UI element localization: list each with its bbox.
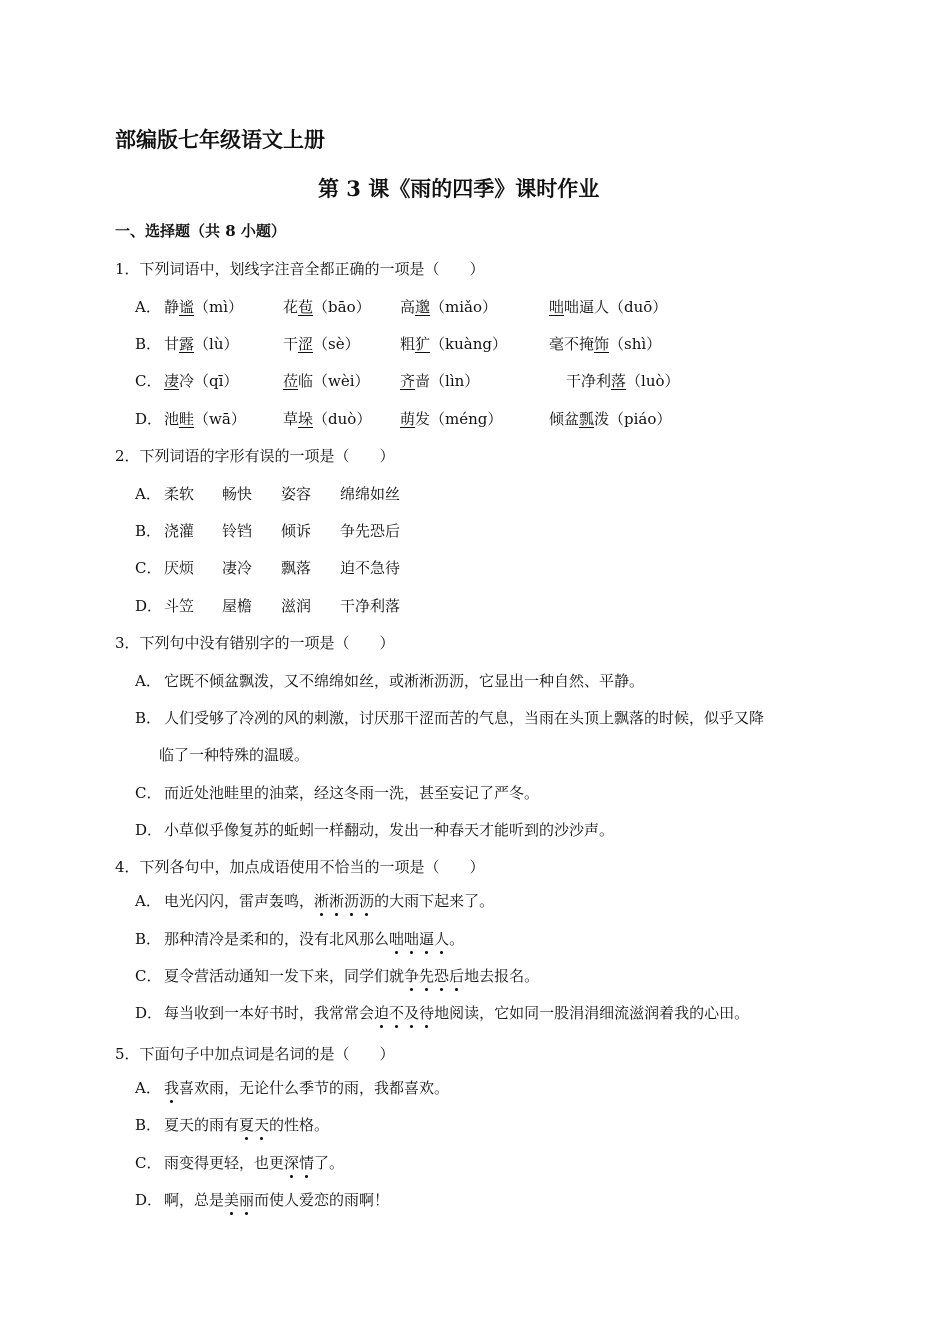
option-label: B． — [135, 709, 162, 727]
sentence-text: 地阅读，它如同一股涓涓细流滋润着我的心田。 — [434, 1004, 750, 1022]
underlined-char: 露 — [179, 335, 195, 353]
option-text — [164, 1003, 749, 1023]
emphasis-dot-char: 争 — [404, 967, 420, 985]
emphasized-phrase — [284, 1154, 314, 1172]
word-item: 浇灌 — [164, 522, 195, 540]
sentence-text: 了。 — [314, 1154, 345, 1172]
emphasized-phrase — [239, 1116, 269, 1134]
emphasis-dot-char: 丽 — [239, 1191, 255, 1209]
word-item: 迫不急待 — [340, 559, 401, 577]
option-text — [164, 966, 539, 986]
option-label: A． — [135, 672, 161, 690]
emphasis-dot-char: 逼 — [419, 930, 435, 948]
pinyin-item — [283, 371, 370, 391]
word-item: 姿容 — [281, 485, 312, 503]
sentence-text: 雨变得更轻，也更 — [164, 1154, 285, 1172]
word-text: 高 — [400, 298, 416, 316]
underlined-char: 瓢 — [579, 410, 595, 428]
emphasis-dot-char: 沥 — [359, 892, 375, 910]
question-4-stem: 4．下列各句中，加点成语使用不恰当的一项是（ ） — [115, 858, 485, 876]
option-label: B． — [135, 1116, 162, 1134]
underlined-char: 咄 — [549, 298, 565, 316]
underlined-char: 饰 — [594, 335, 610, 353]
emphasis-dot-char: 美 — [224, 1191, 240, 1209]
emphasis-dot-char: 不 — [389, 1004, 405, 1022]
sentence-text: 的性格。 — [269, 1116, 330, 1134]
sentence-text: 那种清冷是柔和的，没有北风那么 — [164, 930, 390, 948]
emphasized-phrase — [389, 930, 449, 948]
word-text: 花 — [283, 298, 299, 316]
option-label: D． — [135, 410, 163, 428]
option-text: 人们受够了冷冽的风的刺激，讨厌那干涩而苦的气息，当雨在头顶上飘落的时候，似乎又降 — [164, 709, 765, 727]
emphasis-dot-char: 迫 — [374, 1004, 390, 1022]
sentence-text: 夏令营活动通知一发下来，同学们就 — [164, 967, 405, 985]
word-text: 静 — [164, 298, 180, 316]
emphasis-dot-char: 咄 — [404, 930, 420, 948]
word-item: 斗笠 — [164, 597, 195, 615]
option-text — [164, 1078, 449, 1098]
option-label: A． — [135, 485, 161, 503]
word-text: 毫不掩 — [549, 335, 595, 353]
word-text: 冷（qī） — [179, 372, 239, 390]
option-text — [164, 929, 464, 949]
word-text: 池 — [164, 410, 180, 428]
emphasis-dot-char: 人 — [434, 930, 450, 948]
question-5-stem: 5．下面句子中加点词是名词的是（ ） — [115, 1045, 395, 1063]
pinyin-item — [400, 297, 497, 317]
option-text — [164, 1115, 329, 1135]
section-heading: 一、选择题（共 8 小题） — [115, 222, 286, 240]
option-label: A． — [135, 1079, 161, 1097]
word-item: 飘落 — [281, 559, 312, 577]
emphasis-dot-char: 淅 — [314, 892, 330, 910]
option-label: D． — [135, 1191, 163, 1209]
underlined-char: 谧 — [179, 298, 195, 316]
word-text: 粗 — [400, 335, 416, 353]
option-text-continued: 临了一种特殊的温暖。 — [159, 746, 310, 764]
word-text: （duò） — [313, 410, 372, 428]
pinyin-item — [400, 409, 502, 429]
option-label: D． — [135, 597, 163, 615]
book-title: 部编版七年级语文上册 — [115, 127, 325, 152]
option-label: B． — [135, 522, 162, 540]
lesson-title: 第 3 课《雨的四季》课时作业 — [318, 176, 600, 201]
option-label: A． — [135, 892, 161, 910]
word-item: 争先恐后 — [340, 522, 401, 540]
question-1-stem: 1．下列词语中，划线字注音全都正确的一项是（ ） — [115, 260, 485, 278]
underlined-char: 凄 — [164, 372, 180, 390]
pinyin-item — [549, 409, 671, 429]
emphasis-dot-char: 我 — [164, 1079, 180, 1097]
option-label: D． — [135, 821, 163, 839]
emphasis-dot-char: 淅 — [329, 892, 345, 910]
word-text: （wā） — [194, 410, 246, 428]
underlined-char: 苞 — [298, 298, 314, 316]
option-text — [164, 891, 494, 911]
pinyin-item — [549, 334, 661, 354]
pinyin-item — [283, 334, 360, 354]
question-3-stem: 3．下列句中没有错别字的一项是（ ） — [115, 634, 395, 652]
emphasis-dot-char: 咄 — [389, 930, 405, 948]
emphasis-dot-char: 夏 — [239, 1116, 255, 1134]
option-label: B． — [135, 335, 162, 353]
word-text: （luò） — [626, 372, 680, 390]
word-text: （bāo） — [313, 298, 371, 316]
word-item: 倾诉 — [281, 522, 312, 540]
sentence-text: 啊，总是 — [164, 1191, 225, 1209]
emphasis-dot-char: 待 — [419, 1004, 435, 1022]
sentence-text: 喜欢雨，无论什么季节的雨，我都喜欢。 — [179, 1079, 450, 1097]
word-item: 屋檐 — [222, 597, 253, 615]
option-label: A． — [135, 298, 161, 316]
underlined-char: 犷 — [415, 335, 431, 353]
word-item: 厌烦 — [164, 559, 195, 577]
emphasis-dot-char: 情 — [299, 1154, 315, 1172]
option-label: C． — [135, 559, 162, 577]
emphasis-dot-char: 沥 — [344, 892, 360, 910]
emphasis-dot-char: 后 — [449, 967, 465, 985]
word-text: （miǎo） — [430, 298, 498, 316]
option-text: 小草似乎像复苏的蚯蚓一样翻动，发出一种春天才能听到的沙沙声。 — [164, 821, 615, 839]
sentence-text: 夏天的雨有 — [164, 1116, 240, 1134]
word-text: 倾盆 — [549, 410, 580, 428]
pinyin-item — [164, 371, 238, 391]
sentence-text: 。 — [449, 930, 465, 948]
option-text — [164, 1153, 344, 1173]
word-text: （lù） — [194, 335, 239, 353]
emphasized-phrase — [164, 1079, 179, 1097]
pinyin-item — [164, 297, 243, 317]
underlined-char: 落 — [611, 372, 627, 390]
word-text: 草 — [283, 410, 299, 428]
word-text: 发（méng） — [415, 410, 503, 428]
sentence-text: 地去报名。 — [464, 967, 540, 985]
question-2-stem: 2．下列词语的字形有误的一项是（ ） — [115, 447, 395, 465]
word-text: 啬（lìn） — [415, 372, 480, 390]
emphasis-dot-char: 及 — [404, 1004, 420, 1022]
underlined-char: 畦 — [179, 410, 195, 428]
word-item: 绵绵如丝 — [340, 485, 401, 503]
option-label: D． — [135, 1004, 163, 1022]
word-text: 咄逼人（duō） — [564, 298, 668, 316]
pinyin-item — [164, 409, 246, 429]
emphasis-dot-char: 深 — [284, 1154, 300, 1172]
word-item: 滋润 — [281, 597, 312, 615]
sentence-text: 而使人爱恋的雨啊！ — [254, 1191, 390, 1209]
pinyin-item — [400, 371, 479, 391]
underlined-char: 涩 — [298, 335, 314, 353]
underlined-char: 垛 — [298, 410, 314, 428]
word-item: 铃铛 — [222, 522, 253, 540]
sentence-text: 每当收到一本好书时，我常常会 — [164, 1004, 375, 1022]
pinyin-item — [164, 334, 239, 354]
word-item: 畅快 — [222, 485, 253, 503]
word-text: （kuàng） — [430, 335, 507, 353]
underlined-char: 齐 — [400, 372, 416, 390]
underlined-char: 莅 — [283, 372, 299, 390]
option-label: B． — [135, 930, 162, 948]
word-item: 凄冷 — [222, 559, 253, 577]
emphasis-dot-char: 恐 — [434, 967, 450, 985]
pinyin-item — [566, 371, 680, 391]
word-text: 泼（piáo） — [594, 410, 672, 428]
pinyin-item — [400, 334, 507, 354]
word-text: （mì） — [194, 298, 244, 316]
word-item: 干净利落 — [340, 597, 401, 615]
emphasis-dot-char: 先 — [419, 967, 435, 985]
sentence-text: 的大雨下起来了。 — [374, 892, 495, 910]
word-item: 柔软 — [164, 485, 195, 503]
emphasis-dot-char: 天 — [254, 1116, 270, 1134]
word-text: （shì） — [609, 335, 662, 353]
emphasized-phrase — [224, 1191, 254, 1209]
underlined-char: 萌 — [400, 410, 416, 428]
word-text: 甘 — [164, 335, 180, 353]
emphasized-phrase — [404, 967, 464, 985]
pinyin-item — [283, 409, 371, 429]
pinyin-item — [549, 297, 667, 317]
emphasized-phrase — [314, 892, 374, 910]
underlined-char: 邈 — [415, 298, 431, 316]
pinyin-item — [283, 297, 371, 317]
emphasized-phrase — [374, 1004, 434, 1022]
sentence-text: 电光闪闪，雷声轰鸣， — [164, 892, 315, 910]
option-label: C． — [135, 1154, 162, 1172]
option-label: C． — [135, 372, 162, 390]
word-text: 干 — [283, 335, 299, 353]
option-label: C． — [135, 967, 162, 985]
option-label: C． — [135, 784, 162, 802]
option-text — [164, 1190, 389, 1210]
word-text: （sè） — [313, 335, 360, 353]
option-text: 而近处池畦里的油菜，经这冬雨一洗，甚至妄记了严冬。 — [164, 784, 540, 802]
word-text: 干净利 — [566, 372, 612, 390]
word-text: 临（wèi） — [298, 372, 370, 390]
option-text: 它既不倾盆飘泼，又不绵绵如丝，或淅淅沥沥，它显出一种自然、平静。 — [164, 672, 645, 690]
